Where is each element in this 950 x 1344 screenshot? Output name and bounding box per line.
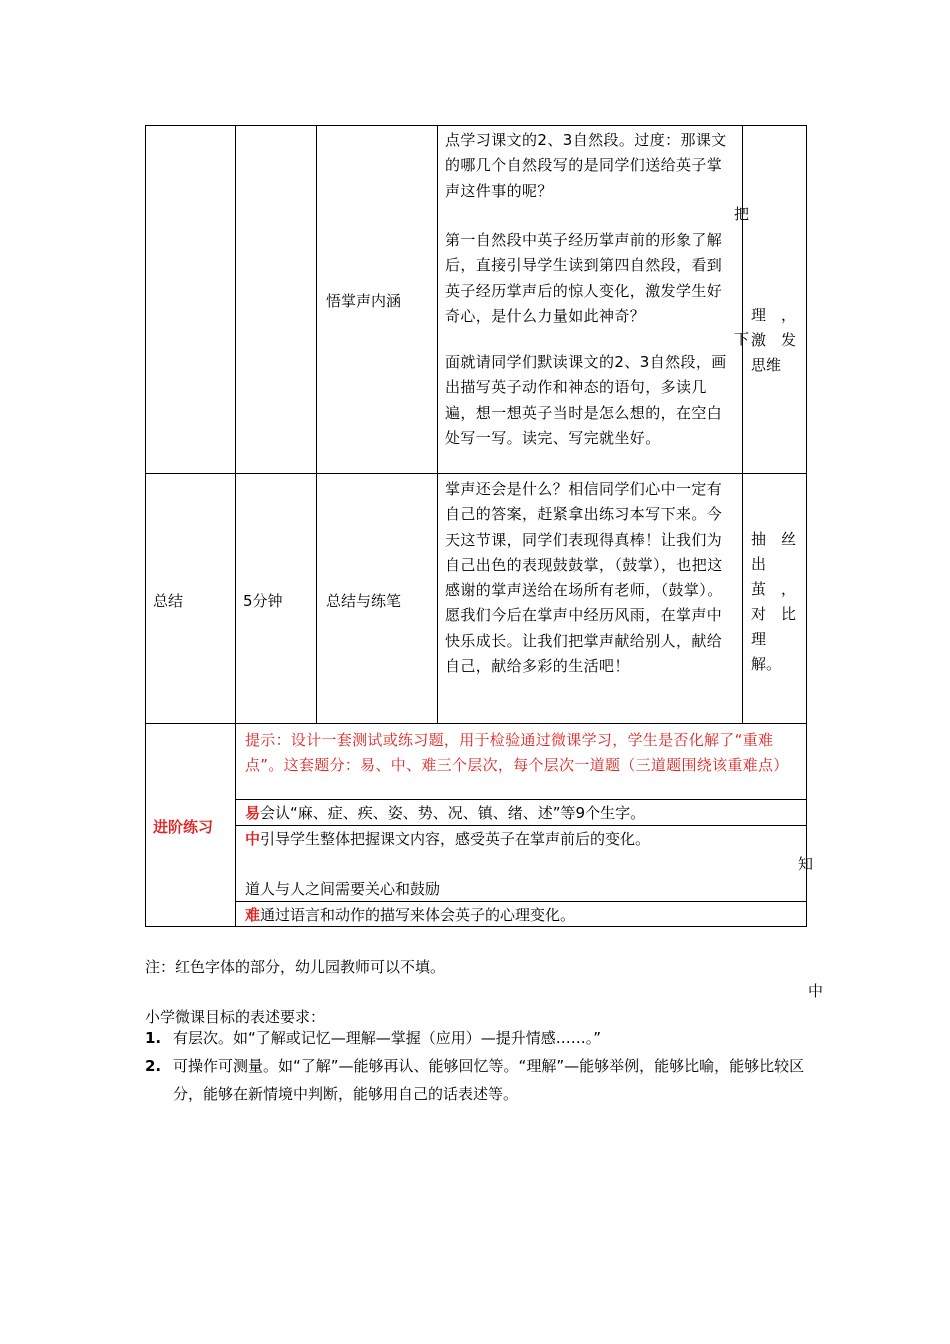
stage-label-practice: 进阶练习 — [153, 818, 214, 836]
design-intent-line-1: 理 ， — [751, 306, 797, 324]
step-label-row1: 悟掌声内涵 — [326, 292, 402, 310]
stray-char-zhi: 知 — [798, 855, 814, 873]
requirement-number: 2. — [145, 1057, 162, 1075]
table-col-divider-2 — [316, 125, 317, 723]
medium-tag: 中 — [245, 830, 261, 848]
content-paragraph-3: 面就请同学们默读课文的2、3自然段，画出描写英子动作和神态的语句，多读几遍，想一想英子当时是怎么想的，在空白处写一写。读完、写完就坐好。 — [445, 353, 727, 447]
design-intent-r2-4: 对 比 — [751, 605, 797, 623]
design-intent-r2-3: 茧 ， — [751, 580, 797, 598]
requirements-title: 小学微课目标的表述要求： — [145, 1008, 326, 1026]
table-col-divider-1 — [235, 125, 236, 927]
medium-text-cont: 道人与人之间需要关心和鼓励 — [245, 880, 441, 898]
summary-paragraph: 掌声还会是什么？相信同学们心中一定有自己的答案，赶紧拿出练习本写下来。今天这节课，同学们表现得真棒！让我们为自己出色的表现鼓鼓掌，（鼓掌），也把这感谢的掌声送给在场所有老师，（鼓掌）。愿我们今后在掌声中经历风雨，在掌声中快乐成长。让我们把掌声献给别人，献给自己，献给多彩的生活吧！ — [445, 480, 723, 676]
table-divider-row1 — [145, 473, 807, 474]
stray-char-ba: 把 — [734, 205, 750, 223]
table-divider-hint — [235, 799, 807, 800]
requirement-item-2 — [145, 1052, 815, 1108]
note-line: 注：红色字体的部分，幼儿园教师可以不填。 — [145, 958, 446, 976]
stage-label-summary: 总结 — [153, 592, 184, 610]
stray-char-zhong: 中 — [808, 982, 824, 1000]
requirement-number: 1. — [145, 1029, 162, 1047]
hard-question — [245, 903, 575, 928]
stray-char-xia: 下 — [734, 330, 750, 348]
table-col-divider-3 — [437, 125, 438, 723]
hard-text: 通过语言和动作的描写来体会英子的心理变化。 — [260, 906, 576, 924]
requirement-item-1 — [145, 1024, 815, 1052]
hard-tag: 难 — [245, 906, 261, 924]
easy-text: 会认“麻、症、疾、姿、势、况、镇、绪、述”等9个生字。 — [260, 804, 646, 822]
easy-question — [245, 801, 645, 826]
practice-hint: 提示：设计一套测试或练习题，用于检验通过微课学习，学生是否化解了“重难点”。这套题分：易、中、难三个层次，每个层次一道题（三道题围绕该重难点） — [245, 731, 789, 774]
design-intent-line-2: 激 发 — [751, 331, 797, 349]
content-paragraph-2: 第一自然段中英子经历掌声前的形象了解后，直接引导学生读到第四自然段，看到英子经历掌声后的惊人变化，激发学生好奇心，是什么力量如此神奇？ — [445, 231, 723, 325]
design-intent-r2-1: 抽 丝 — [751, 530, 797, 548]
design-intent-r2-6: 解。 — [751, 655, 782, 673]
design-intent-r2-5: 理 — [751, 630, 767, 648]
design-intent-line-3: 思维 — [751, 356, 782, 374]
table-border-right — [806, 125, 807, 927]
time-label: 5分钟 — [243, 592, 283, 610]
table-divider-row2 — [145, 723, 807, 724]
medium-text: 引导学生整体把握课文内容，感受英子在掌声前后的变化。 — [260, 830, 651, 848]
table-border-top — [145, 125, 807, 126]
easy-tag: 易 — [245, 804, 261, 822]
requirement-text: 有层次。如“了解或记忆—理解—掌握（应用）—提升情感……。” — [173, 1029, 602, 1047]
requirement-text: 可操作可测量。如“了解”—能够再认、能够回忆等。“理解”—能够举例，能够比喻，能够比较区分，能够在新情境中判断，能够用自己的话表述等。 — [173, 1057, 805, 1103]
content-paragraph-1: 点学习课文的2、3自然段。过度：那课文的哪几个自然段写的是同学们送给英子掌声这件事的呢？ — [445, 131, 727, 200]
table-border-left — [145, 125, 146, 927]
design-intent-r2-2: 出 — [751, 555, 767, 573]
medium-question — [245, 827, 650, 852]
step-label-row2: 总结与练笔 — [326, 592, 402, 610]
